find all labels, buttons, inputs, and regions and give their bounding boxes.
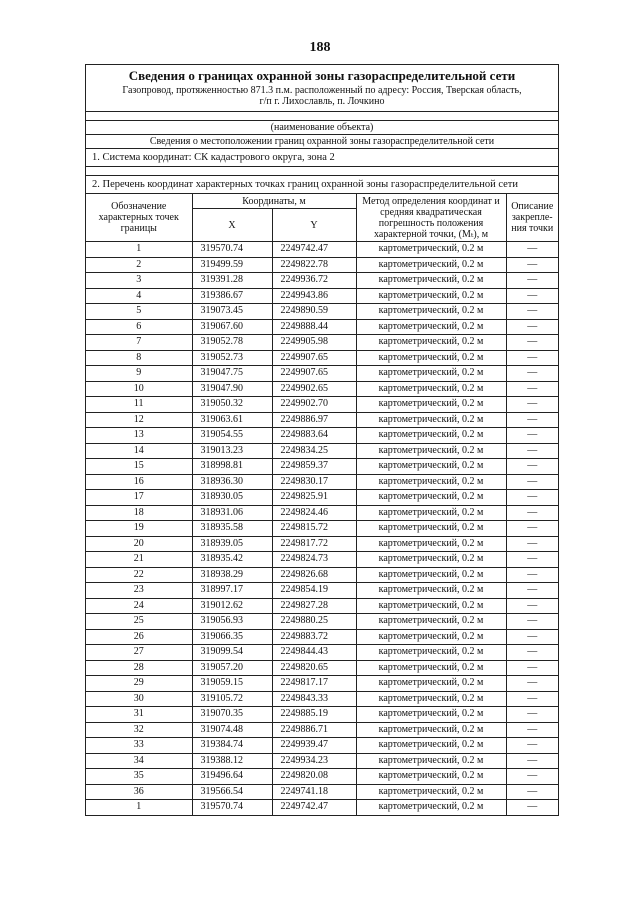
method-cell: картометрический, 0.2 м	[356, 552, 506, 568]
table-row	[86, 288, 558, 304]
method-cell: картометрический, 0.2 м	[356, 722, 506, 738]
fixing-description-cell: —	[506, 567, 558, 583]
table-row	[86, 691, 558, 707]
coord-x-cell: 319073.45	[192, 304, 272, 320]
coord-x-cell: 318998.81	[192, 459, 272, 475]
table-row	[86, 459, 558, 475]
method-cell: картометрический, 0.2 м	[356, 505, 506, 521]
coord-x-cell: 319056.93	[192, 614, 272, 630]
coord-y-cell: 2249817.72	[272, 536, 356, 552]
point-number-cell: 35	[86, 769, 192, 785]
coord-y-cell: 2249907.65	[272, 366, 356, 382]
table-row	[86, 319, 558, 335]
point-number-cell: 1	[86, 800, 192, 815]
method-cell: картометрический, 0.2 м	[356, 381, 506, 397]
coord-x-cell: 319066.35	[192, 629, 272, 645]
coord-x-cell: 318997.17	[192, 583, 272, 599]
table-row	[86, 536, 558, 552]
fixing-description-cell: —	[506, 598, 558, 614]
coord-x-cell: 319388.12	[192, 753, 272, 769]
method-cell: картометрический, 0.2 м	[356, 242, 506, 258]
coord-x-cell: 319050.32	[192, 397, 272, 413]
table-row	[86, 335, 558, 351]
table-row	[86, 304, 558, 320]
coord-y-cell: 2249827.28	[272, 598, 356, 614]
coord-y-cell: 2249822.78	[272, 257, 356, 273]
table-row	[86, 505, 558, 521]
fixing-description-cell: —	[506, 335, 558, 351]
method-cell: картометрический, 0.2 м	[356, 474, 506, 490]
coord-x-cell: 319496.64	[192, 769, 272, 785]
method-cell: картометрический, 0.2 м	[356, 288, 506, 304]
document-title: Сведения о границах охранной зоны газораспределительной сети	[128, 68, 516, 83]
coord-x-cell: 319566.54	[192, 784, 272, 800]
point-number-cell: 27	[86, 645, 192, 661]
point-number-cell: 16	[86, 474, 192, 490]
coord-y-cell: 2249843.33	[272, 691, 356, 707]
method-cell: картометрический, 0.2 м	[356, 800, 506, 815]
table-row	[86, 412, 558, 428]
fixing-description-cell: —	[506, 490, 558, 506]
fixing-description-cell: —	[506, 521, 558, 537]
table-row	[86, 722, 558, 738]
point-number-cell: 9	[86, 366, 192, 382]
coord-x-cell: 319499.59	[192, 257, 272, 273]
point-number-cell: 7	[86, 335, 192, 351]
coord-y-cell: 2249902.65	[272, 381, 356, 397]
point-number-cell: 4	[86, 288, 192, 304]
table-row	[86, 800, 558, 815]
table-row	[86, 350, 558, 366]
fixing-description-cell: —	[506, 629, 558, 645]
fixing-description-cell: —	[506, 505, 558, 521]
fixing-description-cell: —	[506, 738, 558, 754]
method-cell: картометрический, 0.2 м	[356, 304, 506, 320]
coord-y-cell: 2249880.25	[272, 614, 356, 630]
point-number-cell: 29	[86, 676, 192, 692]
coord-x-cell: 319063.61	[192, 412, 272, 428]
point-number-cell: 30	[86, 691, 192, 707]
method-cell: картометрический, 0.2 м	[356, 350, 506, 366]
table-row	[86, 769, 558, 785]
fixing-description-cell: —	[506, 350, 558, 366]
coord-y-cell: 2249820.08	[272, 769, 356, 785]
coord-x-cell: 318936.30	[192, 474, 272, 490]
point-number-cell: 3	[86, 273, 192, 289]
coord-y-cell: 2249886.71	[272, 722, 356, 738]
coord-y-cell: 2249885.19	[272, 707, 356, 723]
spacer	[86, 112, 558, 121]
fixing-description-cell: —	[506, 753, 558, 769]
point-number-cell: 25	[86, 614, 192, 630]
col-point-header: Обозначение характерных точек границы	[86, 194, 192, 242]
point-number-cell: 8	[86, 350, 192, 366]
fixing-description-cell: —	[506, 676, 558, 692]
point-number-cell: 32	[86, 722, 192, 738]
coord-x-cell: 318931.06	[192, 505, 272, 521]
table-row	[86, 428, 558, 444]
coord-x-cell: 319570.74	[192, 800, 272, 815]
coord-x-cell: 319570.74	[192, 242, 272, 258]
coord-y-cell: 2249905.98	[272, 335, 356, 351]
object-description	[86, 85, 558, 111]
method-cell: картометрический, 0.2 м	[356, 443, 506, 459]
section-title: Сведения о местоположении границ охранной зоны газораспределительной сети	[86, 135, 558, 149]
method-cell: картометрический, 0.2 м	[356, 629, 506, 645]
fixing-description-cell: —	[506, 459, 558, 475]
table-row	[86, 474, 558, 490]
table-row	[86, 753, 558, 769]
method-cell: картометрический, 0.2 м	[356, 707, 506, 723]
spacer	[86, 167, 558, 176]
table-row	[86, 784, 558, 800]
table-row	[86, 443, 558, 459]
coord-y-cell: 2249883.64	[272, 428, 356, 444]
coord-x-cell: 318935.42	[192, 552, 272, 568]
table-row	[86, 490, 558, 506]
fixing-description-cell: —	[506, 428, 558, 444]
fixing-description-cell: —	[506, 800, 558, 815]
fixing-description-cell: —	[506, 583, 558, 599]
coord-y-cell: 2249890.59	[272, 304, 356, 320]
object-caption: (наименование объекта)	[86, 121, 558, 135]
method-cell: картометрический, 0.2 м	[356, 428, 506, 444]
points-list-title: 2. Перечень координат характерных точках границ охранной зоны газораспределительной сети	[86, 176, 558, 194]
coord-x-cell: 318935.58	[192, 521, 272, 537]
table-row	[86, 381, 558, 397]
table-row	[86, 521, 558, 537]
coord-x-cell: 318930.05	[192, 490, 272, 506]
point-number-cell: 24	[86, 598, 192, 614]
fixing-description-cell: —	[506, 443, 558, 459]
coord-x-cell: 319047.75	[192, 366, 272, 382]
fixing-description-cell: —	[506, 474, 558, 490]
method-cell: картометрический, 0.2 м	[356, 412, 506, 428]
coord-y-cell: 2249859.37	[272, 459, 356, 475]
fixing-description-cell: —	[506, 319, 558, 335]
method-cell: картометрический, 0.2 м	[356, 319, 506, 335]
fixing-description-cell: —	[506, 304, 558, 320]
coord-y-cell: 2249741.18	[272, 784, 356, 800]
method-cell: картометрический, 0.2 м	[356, 536, 506, 552]
coord-x-cell: 319013.23	[192, 443, 272, 459]
fixing-description-cell: —	[506, 288, 558, 304]
table-row	[86, 614, 558, 630]
fixing-description-cell: —	[506, 242, 558, 258]
coord-x-cell: 319012.62	[192, 598, 272, 614]
coord-y-cell: 2249825.91	[272, 490, 356, 506]
coord-y-cell: 2249824.46	[272, 505, 356, 521]
document-frame	[85, 64, 559, 816]
coord-y-cell: 2249815.72	[272, 521, 356, 537]
coord-y-cell: 2249742.47	[272, 242, 356, 258]
fixing-description-cell: —	[506, 645, 558, 661]
method-cell: картометрический, 0.2 м	[356, 273, 506, 289]
table-row	[86, 629, 558, 645]
point-number-cell: 19	[86, 521, 192, 537]
point-number-cell: 17	[86, 490, 192, 506]
coord-x-cell: 319074.48	[192, 722, 272, 738]
point-number-cell: 23	[86, 583, 192, 599]
fixing-description-cell: —	[506, 784, 558, 800]
fixing-description-cell: —	[506, 273, 558, 289]
table-row	[86, 676, 558, 692]
method-cell: картометрический, 0.2 м	[356, 366, 506, 382]
header-block	[86, 65, 558, 112]
coord-y-cell: 2249824.73	[272, 552, 356, 568]
coord-x-cell: 319099.54	[192, 645, 272, 661]
method-cell: картометрический, 0.2 м	[356, 660, 506, 676]
table-row	[86, 738, 558, 754]
coord-x-cell: 319052.73	[192, 350, 272, 366]
point-number-cell: 28	[86, 660, 192, 676]
method-cell: картометрический, 0.2 м	[356, 397, 506, 413]
coord-x-cell: 319105.72	[192, 691, 272, 707]
object-description-line-2: г/п г. Лихославль, п. Лочкино	[259, 96, 385, 107]
page-number: 188	[309, 40, 331, 55]
point-number-cell: 13	[86, 428, 192, 444]
point-number-cell: 5	[86, 304, 192, 320]
point-number-cell: 26	[86, 629, 192, 645]
col-desc-header: Описание закрепле-ния точки	[506, 194, 558, 242]
coord-y-cell: 2249830.17	[272, 474, 356, 490]
method-cell: картометрический, 0.2 м	[356, 598, 506, 614]
table-row	[86, 242, 558, 258]
fixing-description-cell: —	[506, 691, 558, 707]
table-row	[86, 397, 558, 413]
fixing-description-cell: —	[506, 660, 558, 676]
table-row	[86, 273, 558, 289]
coordinates-table-body	[86, 242, 558, 815]
table-row	[86, 660, 558, 676]
method-cell: картометрический, 0.2 м	[356, 583, 506, 599]
coord-x-cell: 319391.28	[192, 273, 272, 289]
table-row	[86, 552, 558, 568]
point-number-cell: 10	[86, 381, 192, 397]
coord-x-cell: 318939.05	[192, 536, 272, 552]
coord-x-cell: 318938.29	[192, 567, 272, 583]
coord-y-cell: 2249742.47	[272, 800, 356, 815]
coord-y-cell: 2249834.25	[272, 443, 356, 459]
point-number-cell: 12	[86, 412, 192, 428]
point-number-cell: 15	[86, 459, 192, 475]
object-description-line-1: Газопровод, протяженностью 871.3 п.м. расположенный по адресу: Россия, Тверская область,	[122, 85, 522, 96]
coord-x-cell: 319070.35	[192, 707, 272, 723]
method-cell: картометрический, 0.2 м	[356, 691, 506, 707]
coord-y-cell: 2249817.17	[272, 676, 356, 692]
fixing-description-cell: —	[506, 614, 558, 630]
coord-y-cell: 2249939.47	[272, 738, 356, 754]
col-x-header: X	[192, 209, 272, 242]
coord-x-cell: 319054.55	[192, 428, 272, 444]
point-number-cell: 1	[86, 242, 192, 258]
coord-y-cell: 2249820.65	[272, 660, 356, 676]
coord-y-cell: 2249886.97	[272, 412, 356, 428]
coord-y-cell: 2249936.72	[272, 273, 356, 289]
coord-y-cell: 2249844.43	[272, 645, 356, 661]
table-row	[86, 583, 558, 599]
point-number-cell: 22	[86, 567, 192, 583]
point-number-cell: 6	[86, 319, 192, 335]
coord-x-cell: 319386.67	[192, 288, 272, 304]
method-cell: картометрический, 0.2 м	[356, 753, 506, 769]
method-cell: картометрический, 0.2 м	[356, 490, 506, 506]
point-number-cell: 21	[86, 552, 192, 568]
coord-x-cell: 319384.74	[192, 738, 272, 754]
fixing-description-cell: —	[506, 707, 558, 723]
point-number-cell: 34	[86, 753, 192, 769]
col-coords-header: Координаты, м	[192, 194, 356, 209]
fixing-description-cell: —	[506, 381, 558, 397]
method-cell: картометрический, 0.2 м	[356, 257, 506, 273]
coordinate-system: 1. Система координат: СК кадастрового округа, зона 2	[86, 149, 558, 167]
fixing-description-cell: —	[506, 536, 558, 552]
fixing-description-cell: —	[506, 257, 558, 273]
coord-x-cell: 319047.90	[192, 381, 272, 397]
table-row	[86, 598, 558, 614]
method-cell: картометрический, 0.2 м	[356, 459, 506, 475]
point-number-cell: 18	[86, 505, 192, 521]
point-number-cell: 20	[86, 536, 192, 552]
coord-x-cell: 319052.78	[192, 335, 272, 351]
coord-y-cell: 2249826.68	[272, 567, 356, 583]
point-number-cell: 33	[86, 738, 192, 754]
method-cell: картометрический, 0.2 м	[356, 614, 506, 630]
point-number-cell: 36	[86, 784, 192, 800]
method-cell: картометрический, 0.2 м	[356, 738, 506, 754]
point-number-cell: 2	[86, 257, 192, 273]
method-cell: картометрический, 0.2 м	[356, 335, 506, 351]
table-row	[86, 645, 558, 661]
coord-x-cell: 319057.20	[192, 660, 272, 676]
method-cell: картометрический, 0.2 м	[356, 676, 506, 692]
col-method-header: Метод определения координат и средняя квадратическая погрешность положения характерной точки, (Mₜ), м	[356, 194, 506, 242]
point-number-cell: 11	[86, 397, 192, 413]
method-cell: картометрический, 0.2 м	[356, 784, 506, 800]
fixing-description-cell: —	[506, 722, 558, 738]
col-y-header: Y	[272, 209, 356, 242]
coordinates-table	[86, 194, 558, 815]
fixing-description-cell: —	[506, 412, 558, 428]
method-cell: картометрический, 0.2 м	[356, 645, 506, 661]
point-number-cell: 31	[86, 707, 192, 723]
point-number-cell: 14	[86, 443, 192, 459]
method-cell: картометрический, 0.2 м	[356, 769, 506, 785]
fixing-description-cell: —	[506, 366, 558, 382]
coord-y-cell: 2249934.23	[272, 753, 356, 769]
coord-y-cell: 2249883.72	[272, 629, 356, 645]
table-row	[86, 567, 558, 583]
method-cell: картометрический, 0.2 м	[356, 521, 506, 537]
coord-y-cell: 2249907.65	[272, 350, 356, 366]
coord-y-cell: 2249854.19	[272, 583, 356, 599]
fixing-description-cell: —	[506, 769, 558, 785]
method-cell: картометрический, 0.2 м	[356, 567, 506, 583]
fixing-description-cell: —	[506, 397, 558, 413]
coord-y-cell: 2249943.86	[272, 288, 356, 304]
coord-x-cell: 319067.60	[192, 319, 272, 335]
table-row	[86, 257, 558, 273]
coord-y-cell: 2249888.44	[272, 319, 356, 335]
coord-x-cell: 319059.15	[192, 676, 272, 692]
fixing-description-cell: —	[506, 552, 558, 568]
table-row	[86, 366, 558, 382]
table-row	[86, 707, 558, 723]
coord-y-cell: 2249902.70	[272, 397, 356, 413]
